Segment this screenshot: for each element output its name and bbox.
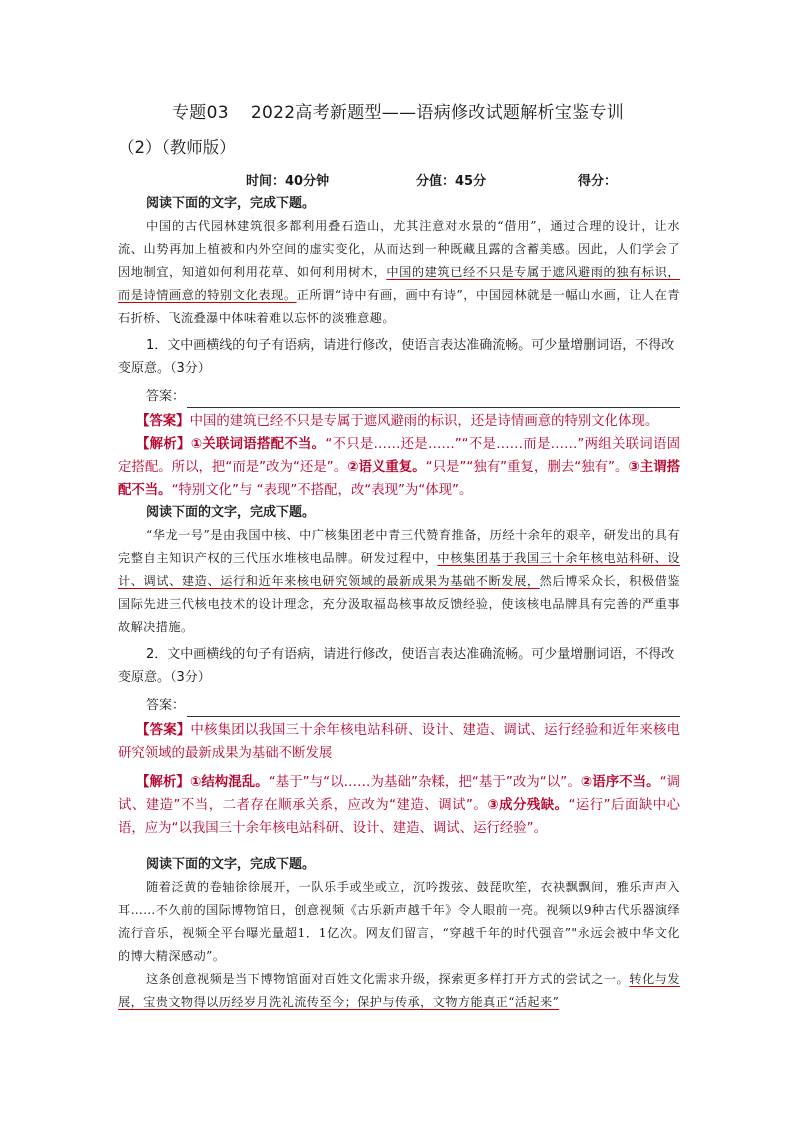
underlined-sentence: 中国的建筑已经不只是专属于遮风避雨的独有标识，而是诗情画意的特别文化表现。 (118, 265, 681, 302)
passage-text: “华龙一号”是由我国中核、中广核集团老中青三代赞育推备，历经十余年的艰辛，研发出的具有完整自主知识产权的三代压水堆核电品牌。研发过程中， (118, 528, 680, 565)
section-instruction: 阅读下面的文字，完成下题。 (146, 196, 316, 211)
section-instruction: 阅读下面的文字，完成下题。 (146, 857, 316, 872)
answer-tag: 【答案】 (136, 723, 191, 738)
topic-code: 专题03 (172, 103, 229, 123)
section-1 (118, 193, 680, 502)
answer-line (118, 695, 680, 717)
page-title (172, 98, 692, 123)
reading-passage: 随着泛黄的卷轴徐徐展开，一队乐手或坐或立，沉吟拨弦、鼓琵吹笙，衣袂飘飘间，雅乐声声入耳……不久前的国际博物馆日，创意视频《古乐新声越千年》令人眼前一亮。视频以9种古代乐器演绎流行音乐，视频全平台曝光量超1．1亿次。网友们留言，“穿越千年的时代强音”"永远会被中华文化的博大精深感动”。 (118, 880, 681, 963)
reading-passage (118, 215, 680, 330)
passage-text: 然后博采众长，积极借鉴国际先进三代核电技术的设计理念，充分汲取福岛核事故反馈经验，使该核电品牌具有完善的严重事故解决措施。 (118, 574, 680, 634)
answer-text: 【答案】中核集团以我国三十余年核电站科研、设计、建造、调试、运行经验和近年来核电研究领域的最新成果为基础不断发展 (118, 723, 680, 761)
reading-passage (118, 524, 680, 639)
analysis-tag: 【解析】 (136, 437, 191, 452)
analysis-text: 【解析】①结构混乱。“基于”与“以……为基础”杂糅，把“基于”改为“以”。②语序不当。“调试、建造”不当，二者存在顺承关系，应改为“建造、调试”。③成分残缺。“运行”后面缺中心语，应为“以我国三十余年核电站科研、设计、建造、调试、运行经验”。 (118, 775, 681, 836)
topic-title: 2022高考新题型——语病修改试题解析宝鉴专训 (250, 103, 625, 123)
total-score: 分值：45分 (416, 174, 487, 189)
section-3 (118, 854, 680, 1014)
answer-tag: 【答案】 (136, 414, 190, 429)
score-obtained: 得分： (578, 174, 618, 189)
question-2: 2．文中画横线的句子有语病，请进行修改，使语言表达准确流畅。可少量增删词语，不得改变原意。（3分） (118, 647, 675, 685)
answer-line (118, 386, 680, 408)
reading-passage-2 (118, 968, 680, 1014)
answer-text: 【答案】中国的建筑已经不只是专属于遮风避雨的标识，还是诗情画意的特别文化体现。 (136, 414, 659, 429)
page-subtitle: （2）（教师版） (118, 138, 236, 157)
underlined-sentence: 中核集团基于我国三十余年核电站科研、设计、调试、建造、运行和近年来核电研究领域的最新成果为基础不断发展， (118, 551, 680, 588)
answer-label: 答案： (146, 389, 186, 404)
section-2 (118, 502, 680, 840)
time-limit: 时间：40分钟 (246, 174, 330, 189)
answer-blank[interactable] (187, 392, 680, 408)
answer-label: 答案： (146, 698, 186, 713)
section-instruction: 阅读下面的文字，完成下题。 (146, 505, 316, 520)
underlined-sentence: 转化与发展，宝贵文物得以历经岁月洗礼流传至今；保护与传承，文物方能真正“活起来” (118, 972, 680, 1009)
answer-blank[interactable] (187, 701, 680, 717)
analysis-text: 【解析】①关联词语搭配不当。“不只是……还是……”“不是……而是……”两组关联词语固定搭配。所以，把“而是”改为“还是”。②语义重复。“只是”“独有”重复，删去“独有”。③主谓搭配不当。“特别文化”与 “表现”不搭配，改“表现”为“体现”。 (118, 437, 681, 498)
passage-text: 正所谓“诗中有画，画中有诗”，中国园林就是一幅山水画，让人在青石折桥、飞流叠瀑中体味着难以忘怀的淡雅意趣。 (118, 288, 680, 325)
passage-text: 这条创意视频是当下博物馆面对百姓文化需求升级，探索更多样打开方式的尝试之一。 (146, 972, 630, 986)
passage-text: 中国的古代园林建筑很多都利用叠石造山，尤其注意对水景的“借用”，通过合理的设计，让水流、山势再加上植被和内外空间的虚实变化，从而达到一种既藏且露的含蓄美感。因此，人们学会了因地制宜，知道如何利用花草、如何利用树木， (118, 219, 680, 279)
analysis-tag: 【解析】 (136, 775, 190, 790)
question-1: 1．文中画横线的句子有语病，请进行修改，使语言表达准确流畅。可少量增删词语，不得改变原意。（3分） (118, 338, 675, 376)
